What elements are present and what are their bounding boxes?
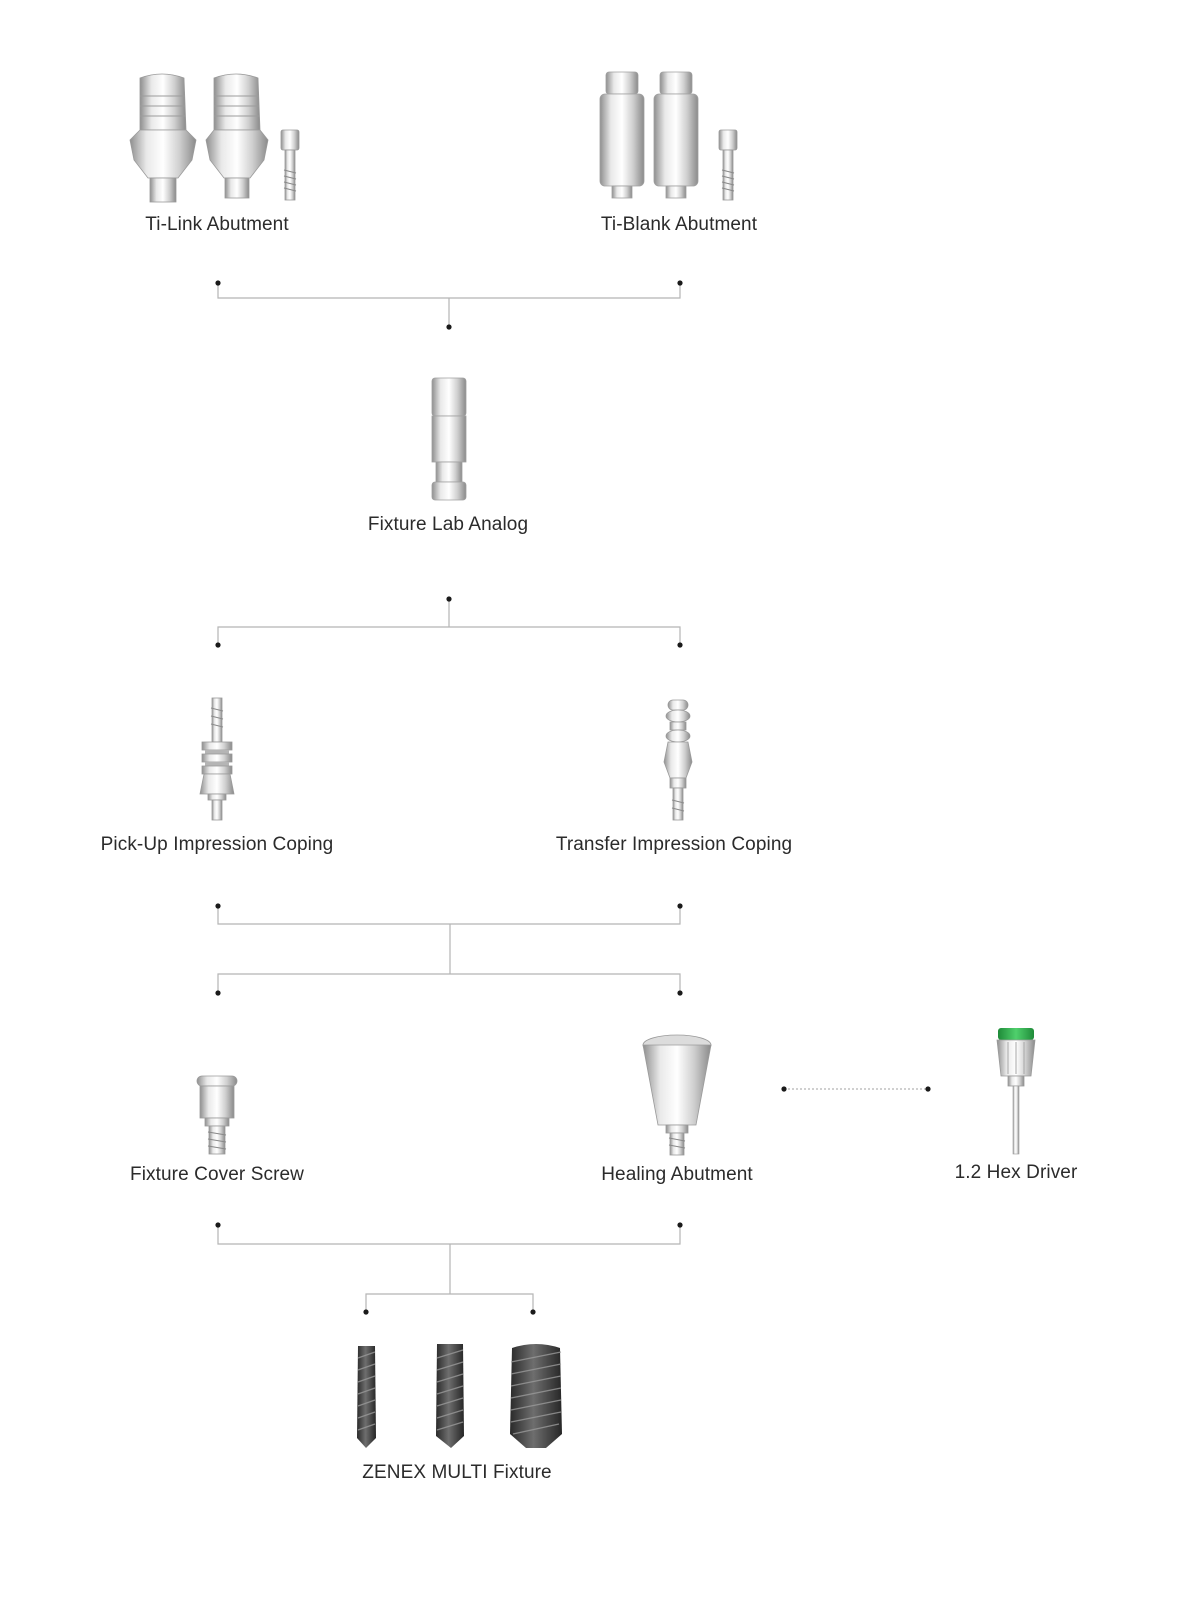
dot [363,1309,368,1314]
pickup-impression-coping-label: Pick-Up Impression Coping [100,834,334,855]
dot [677,642,682,647]
fixture-regular [436,1344,464,1448]
dot [677,1222,682,1227]
dot [781,1086,786,1091]
connector-dots [215,280,930,1314]
zenex-multi-fixture-image [357,1344,562,1448]
fixture-narrow [357,1346,376,1448]
healing-abutment-image [643,1035,711,1155]
ti-link-abutment-right [206,74,268,198]
ti-blank-abutment-left [600,72,644,198]
dot [215,903,220,908]
connector-healing-to-fixture [218,1225,680,1312]
fixture-lab-analog-label: Fixture Lab Analog [367,514,529,535]
connector-lines [218,283,928,1312]
zenex-multi-fixture-label: ZENEX MULTI Fixture [362,1462,552,1483]
connector-copings-to-healing [218,906,680,993]
ti-blank-screw [719,130,737,200]
ti-blank-abutment-label: Ti-Blank Abutment [600,214,758,235]
transfer-impression-coping-image [664,700,692,820]
healing-abutment-label: Healing Abutment [601,1164,753,1185]
dot [446,324,451,329]
ti-link-abutment-image [130,74,299,202]
hex-driver-image [997,1028,1035,1154]
dot [677,280,682,285]
dot [925,1086,930,1091]
pickup-impression-coping-image [200,698,234,820]
dot [530,1309,535,1314]
hex-driver-label: 1.2 Hex Driver [954,1162,1078,1183]
dot [446,596,451,601]
ti-link-abutment-label: Ti-Link Abutment [145,214,289,235]
connector-analog-to-copings [218,599,680,645]
ti-blank-abutment-right [654,72,698,198]
fixture-lab-analog-image [432,378,466,500]
dot [677,903,682,908]
fixture-cover-screw-label: Fixture Cover Screw [130,1164,304,1185]
fixture-cover-screw-image [197,1076,237,1154]
dot [215,280,220,285]
ti-blank-abutment-image [600,72,737,200]
connector-abutments-to-analog [218,283,680,327]
ti-link-abutment-left [130,74,196,202]
dot [215,642,220,647]
fixture-wide [510,1344,562,1448]
ti-link-screw [281,130,299,200]
dot [215,990,220,995]
dot [215,1222,220,1227]
dot [677,990,682,995]
transfer-impression-coping-label: Transfer Impression Coping [555,834,793,855]
